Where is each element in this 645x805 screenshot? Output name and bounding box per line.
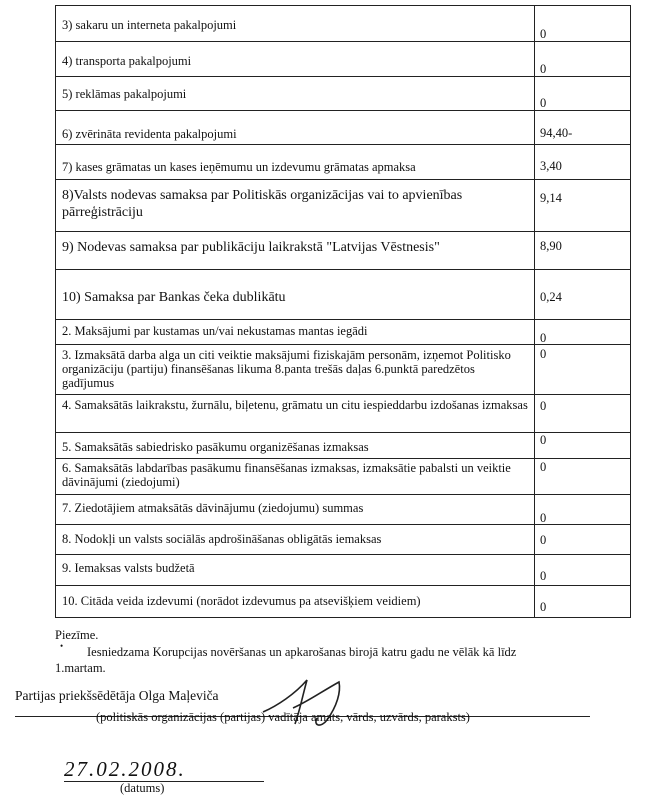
row-label: 6. Samaksātās labdarības pasākumu finansēšanas izmaksas, izmaksātie pabalsti un veiktie dāvinājumi (ziedojumi) — [62, 461, 511, 489]
signature-caption: (politiskās organizācijas (partijas) vadītāja amats, vārds, uzvārds, paraksts) — [96, 710, 470, 724]
date-value: 27.02.2008. — [64, 757, 186, 781]
signatory-name: Partijas priekšsēdētāja Olga Maļeviča — [15, 688, 219, 703]
column-divider — [534, 345, 535, 394]
expenses-table — [55, 5, 631, 618]
column-divider — [534, 586, 535, 617]
column-divider — [534, 320, 535, 344]
column-divider — [534, 495, 535, 524]
row-value: 0 — [540, 533, 547, 547]
row-value: 3,40 — [540, 159, 562, 173]
row-value: 0 — [540, 62, 547, 76]
row-label: 4) transporta pakalpojumi — [62, 54, 192, 68]
row-label: 6) zvērināta revidenta pakalpojumi — [62, 127, 237, 141]
row-value: 0 — [540, 460, 547, 474]
row-label: 7) kases grāmatas un kases ieņēmumu un izdevumu grāmatas apmaksa — [62, 160, 416, 174]
table-row — [56, 555, 630, 586]
table-row — [56, 459, 630, 495]
table-row — [56, 320, 630, 345]
row-label: 7. Ziedotājiem atmaksātās dāvinājumu (ziedojumu) summas — [62, 501, 364, 515]
column-divider — [534, 111, 535, 144]
column-divider — [534, 270, 535, 319]
table-row — [56, 6, 630, 42]
row-label: 5) reklāmas pakalpojumi — [62, 87, 187, 101]
note-text-line2: 1.martam. — [55, 661, 106, 675]
column-divider — [534, 395, 535, 432]
row-value: 94,40- — [540, 126, 573, 140]
row-value: 0 — [540, 96, 547, 110]
table-row — [56, 180, 630, 232]
table-row — [56, 270, 630, 320]
column-divider — [534, 6, 535, 41]
table-row — [56, 111, 630, 145]
column-divider — [534, 459, 535, 494]
column-divider — [534, 232, 535, 269]
note-title: Piezīme. — [55, 628, 99, 642]
column-divider — [534, 42, 535, 76]
row-value: 0 — [540, 569, 547, 583]
row-value: 0 — [540, 511, 547, 525]
row-label: 5. Samaksātās sabiedrisko pasākumu organizēšanas izmaksas — [62, 440, 369, 454]
column-divider — [534, 555, 535, 585]
row-value: 0,24 — [540, 290, 562, 304]
row-label: 8)Valsts nodevas samaksa par Politiskās organizācijas vai to apvienības pārreģistrāciju — [62, 188, 463, 220]
table-row — [56, 145, 630, 180]
row-label: 3. Izmaksātā darba alga un citi veiktie maksājumi fiziskajām personām, izņemot Politisko organizāciju (partiju) finansēšanas likuma 8.panta trešās daļas 6.punktā paredzētos gadījumus — [62, 348, 511, 390]
row-label: 3) sakaru un interneta pakalpojumi — [62, 18, 237, 32]
row-value: 9,14 — [540, 191, 562, 205]
row-label: 4. Samaksātās laikrakstu, žurnālu, biļetenu, grāmatu un citu iespieddarbu izdošanas izmaksas — [62, 398, 528, 412]
column-divider — [534, 433, 535, 458]
note-text-line1: Iesniedzama Korupcijas novēršanas un apkarošanas birojā katru gadu ne vēlāk kā līdz — [87, 645, 517, 659]
column-divider — [534, 180, 535, 231]
row-value: 8,90 — [540, 239, 562, 253]
row-value: 0 — [540, 600, 547, 614]
table-row — [56, 495, 630, 525]
row-label: 2. Maksājumi par kustamas un/vai nekustamas mantas iegādi — [62, 324, 368, 338]
bullet-dot: • — [60, 641, 64, 651]
table-row — [56, 77, 630, 111]
row-value: 0 — [540, 399, 547, 413]
row-value: 0 — [540, 433, 547, 447]
row-value: 0 — [540, 347, 547, 361]
row-label: 10. Citāda veida izdevumi (norādot izdevumus pa atsevišķiem veidiem) — [62, 594, 421, 608]
row-label: 9) Nodevas samaksa par publikāciju laikrakstā "Latvijas Vēstnesis" — [62, 240, 440, 255]
column-divider — [534, 77, 535, 110]
date-caption: (datums) — [120, 781, 165, 795]
row-value: 0 — [540, 27, 547, 41]
row-label: 10) Samaksa par Bankas čeka dublikātu — [62, 290, 286, 305]
column-divider — [534, 145, 535, 179]
table-row — [56, 395, 630, 433]
table-row — [56, 345, 630, 395]
table-row — [56, 42, 630, 77]
table-row — [56, 232, 630, 270]
table-row — [56, 525, 630, 555]
column-divider — [534, 525, 535, 554]
table-row — [56, 433, 630, 459]
table-row — [56, 586, 630, 618]
row-label: 9. Iemaksas valsts budžetā — [62, 561, 195, 575]
row-label: 8. Nodokļi un valsts sociālās apdrošināšanas obligātās iemaksas — [62, 532, 382, 546]
row-value: 0 — [540, 331, 547, 345]
